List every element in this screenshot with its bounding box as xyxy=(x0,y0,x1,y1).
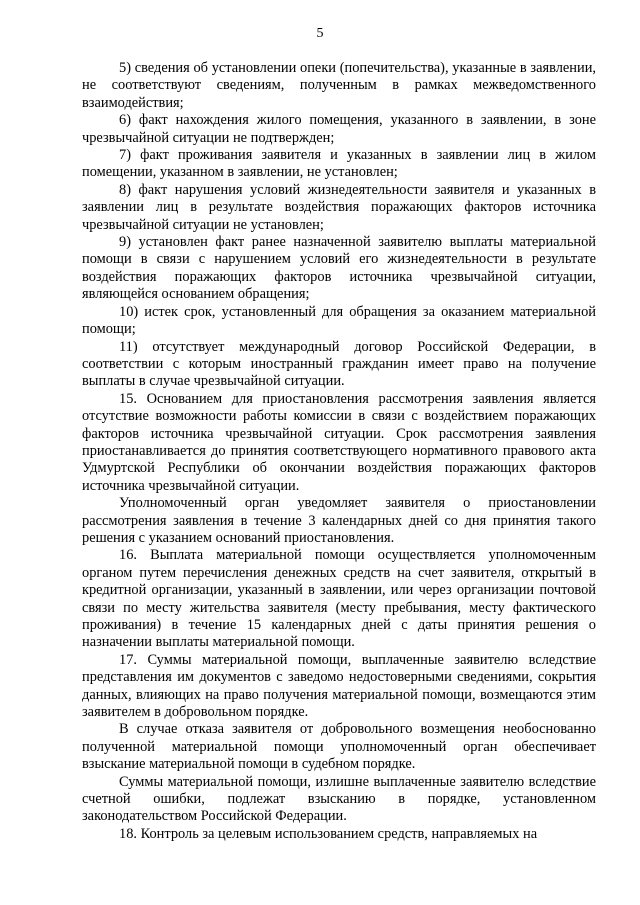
paragraph-clause-16: 16. Выплата материальной помощи осуществляется уполномоченным органом путем перечисления денежных средств на счет заявителя, открытый в кредитной организации, указанный в заявлении, или через организации почтовой связи по месту жительства заявителя (месту пребывания, месту фактического проживания) в течение 15 календарных дней с даты принятия решения о назначении выплаты материальной помощи. xyxy=(82,547,596,651)
paragraph-item-10: 10) истек срок, установленный для обращения за оказанием материальной помощи; xyxy=(82,303,596,338)
page-number: 5 xyxy=(316,26,324,41)
document-body xyxy=(82,60,596,843)
paragraph-clause-17: 17. Суммы материальной помощи, выплаченные заявителю вследствие представления им документов с заведомо недостоверными сведениями, сокрытия данных, влияющих на право получения материальной помощи, возмещаются этим заявителем в добровольном порядке. xyxy=(82,651,596,721)
paragraph-notification: Уполномоченный орган уведомляет заявителя о приостановлении рассмотрения заявления в течение 3 календарных дней со дня принятия такого решения с указанием оснований приостановления. xyxy=(82,495,596,546)
paragraph-overpayment: Суммы материальной помощи, излишне выплаченные заявителю вследствие счетной ошибки, подлежат взысканию в порядке, установленном законодательством Российской Федерации. xyxy=(82,773,596,825)
paragraph-item-6: 6) факт нахождения жилого помещения, указанного в заявлении, в зоне чрезвычайной ситуации не подтвержден; xyxy=(82,112,596,146)
paragraph-refusal: В случае отказа заявителя от добровольного возмещения необоснованно полученной материальной помощи уполномоченный орган обеспечивает взыскание материальной помощи в судебном порядке. xyxy=(82,721,596,773)
paragraph-clause-18: 18. Контроль за целевым использованием средств, направляемых на xyxy=(119,825,538,842)
paragraph-item-7: 7) факт проживания заявителя и указанных в заявлении лиц в жилом помещении, указанном в заявлении, не установлен; xyxy=(82,147,596,181)
paragraph-item-8: 8) факт нарушения условий жизнедеятельности заявителя и указанных в заявлении лиц в результате воздействия поражающих факторов источника чрезвычайной ситуации не установлен; xyxy=(82,181,596,233)
paragraph-item-5: 5) сведения об установлении опеки (попечительства), указанные в заявлении, не соответствуют сведениям, полученным в рамках межведомственного взаимодействия; xyxy=(82,60,596,111)
paragraph-item-11: 11) отсутствует международный договор Российской Федерации, в соответствии с которым иностранный гражданин имеет право на получение выплаты в случае чрезвычайной ситуации. xyxy=(82,338,596,390)
paragraph-item-9: 9) установлен факт ранее назначенной заявителю выплаты материальной помощи в связи с нарушением условий его жизнедеятельности в результате воздействия поражающих факторов источника чрезвычайной ситуации, являющейся основанием обращения; xyxy=(82,234,596,303)
paragraph-clause-15: 15. Основанием для приостановления рассмотрения заявления является отсутствие возможности работы комиссии в связи с воздействием поражающих факторов источника чрезвычайной ситуации. Срок рассмотрения заявления приостанавливается до принятия соответствующего нормативного правового акта Удмуртской Республики об окончании воздействия поражающих факторов источника чрезвычайной ситуации. xyxy=(82,390,596,494)
